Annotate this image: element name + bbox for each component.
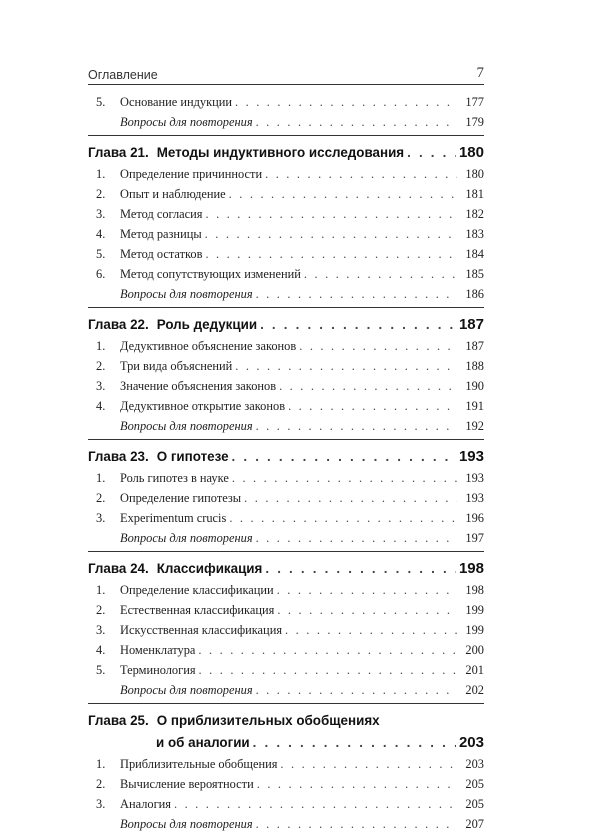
section-entry	[88, 264, 484, 284]
toc-block	[88, 307, 484, 436]
entry-page: 199	[465, 603, 484, 617]
chapter-page: 203	[458, 734, 484, 751]
entry-title: Определение причинности	[120, 167, 263, 181]
leader-dots	[229, 508, 457, 528]
leader-dots	[277, 580, 457, 600]
entry-page: 177	[465, 95, 484, 109]
section-number: 1.	[96, 339, 106, 353]
chapter-heading	[88, 710, 484, 754]
entry-page: 182	[465, 207, 484, 221]
entry-title: Определение гипотезы	[120, 491, 242, 505]
chapter-heading	[88, 558, 484, 580]
entry-page: 205	[465, 777, 484, 791]
chapter-heading	[88, 142, 484, 164]
section-entry	[88, 754, 484, 774]
entry-title: Вопросы для повторения	[120, 287, 253, 301]
entry-page: 198	[465, 583, 484, 597]
chapter-page: 193	[458, 448, 484, 465]
review-questions-entry	[88, 680, 484, 700]
chapter-label: Глава 24.	[88, 561, 149, 576]
section-entry	[88, 580, 484, 600]
section-number: 1.	[96, 583, 106, 597]
header-rule	[88, 84, 484, 85]
leader-dots	[256, 814, 457, 834]
chapter-title: О приблизительных обобщениях	[156, 713, 380, 728]
entry-page: 196	[465, 511, 484, 525]
section-number: 6.	[96, 267, 106, 281]
entry-page: 191	[465, 399, 484, 413]
section-entry	[88, 224, 484, 244]
chapter-page: 180	[458, 144, 484, 161]
section-entry	[88, 356, 484, 376]
chapter-title-row	[88, 446, 484, 468]
entry-title: Вопросы для повторения	[120, 683, 253, 697]
section-number: 3.	[96, 207, 106, 221]
section-entry	[88, 508, 484, 528]
leader-dots	[280, 754, 457, 774]
leader-dots	[277, 600, 457, 620]
entry-page: 180	[465, 167, 484, 181]
leader-dots	[174, 794, 457, 814]
section-number: 5.	[96, 247, 106, 261]
section-number: 1.	[96, 757, 106, 771]
entry-title: Метод сопутствующих изменений	[120, 267, 301, 281]
leader-dots	[407, 142, 456, 164]
entry-title: Вопросы для повторения	[120, 531, 253, 545]
entry-title: Приблизительные обобщения	[120, 757, 278, 771]
section-entry	[88, 336, 484, 356]
section-number: 1.	[96, 471, 106, 485]
section-number: 4.	[96, 643, 106, 657]
leader-dots	[299, 336, 457, 356]
entry-title: Номенклатура	[120, 643, 196, 657]
entry-page: 199	[465, 623, 484, 637]
section-entry	[88, 774, 484, 794]
chapter-label: Глава 23.	[88, 449, 149, 464]
toc-block	[88, 439, 484, 548]
chapter-heading	[88, 446, 484, 468]
chapter-page: 187	[458, 316, 484, 333]
entry-page: 207	[465, 817, 484, 831]
section-entry	[88, 468, 484, 488]
chapter-title-row	[88, 710, 484, 732]
leader-dots	[205, 244, 457, 264]
section-entry	[88, 794, 484, 814]
chapter-title-row	[88, 314, 484, 336]
section-number: 2.	[96, 359, 106, 373]
entry-page: 183	[465, 227, 484, 241]
leader-dots	[304, 264, 457, 284]
review-questions-entry	[88, 112, 484, 132]
section-number: 2.	[96, 187, 106, 201]
section-entry	[88, 620, 484, 640]
entry-page: 190	[465, 379, 484, 393]
entry-page: 184	[465, 247, 484, 261]
leader-dots	[265, 164, 457, 184]
entry-page: 187	[465, 339, 484, 353]
entry-title: Аналогия	[120, 797, 171, 811]
leader-dots	[256, 112, 457, 132]
leader-dots	[244, 488, 457, 508]
entry-title: Experimentum crucis	[120, 511, 227, 525]
section-number: 3.	[96, 797, 106, 811]
leader-dots	[253, 732, 456, 754]
section-entry	[88, 244, 484, 264]
entry-title: Основание индукции	[120, 95, 232, 109]
entry-page: 202	[465, 683, 484, 697]
page-number: 7	[476, 65, 484, 81]
chapter-title-cont: и об аналогии	[156, 735, 250, 750]
entry-title: Вопросы для повторения	[120, 817, 253, 831]
section-number: 5.	[96, 95, 106, 109]
entry-page: 205	[465, 797, 484, 811]
chapter-page: 198	[458, 560, 484, 577]
section-entry	[88, 640, 484, 660]
entry-page: 193	[465, 471, 484, 485]
chapter-label: Глава 22.	[88, 317, 149, 332]
entry-page: 203	[465, 757, 484, 771]
entry-title: Дедуктивное открытие законов	[120, 399, 286, 413]
leader-dots	[256, 416, 457, 436]
section-number: 1.	[96, 167, 106, 181]
chapter-title: Методы индуктивного исследования	[156, 145, 405, 160]
review-questions-entry	[88, 814, 484, 834]
entry-title: Значение объяснения законов	[120, 379, 277, 393]
section-entry	[88, 600, 484, 620]
entry-title: Дедуктивное объяснение законов	[120, 339, 297, 353]
review-questions-entry	[88, 416, 484, 436]
leader-dots	[235, 356, 457, 376]
section-entry	[88, 660, 484, 680]
leader-dots	[232, 468, 457, 488]
leader-dots	[229, 184, 457, 204]
section-entry	[88, 488, 484, 508]
toc-block	[88, 703, 484, 834]
section-number: 4.	[96, 227, 106, 241]
entry-title: Метод согласия	[120, 207, 203, 221]
section-entry	[88, 184, 484, 204]
toc-block	[88, 88, 484, 132]
chapter-title-row	[88, 558, 484, 580]
entry-page: 192	[465, 419, 484, 433]
chapter-title: О гипотезе	[156, 449, 229, 464]
section-entry	[88, 396, 484, 416]
entry-title: Терминология	[120, 663, 196, 677]
entry-page: 200	[465, 643, 484, 657]
section-number: 3.	[96, 623, 106, 637]
section-number: 3.	[96, 511, 106, 525]
entry-title: Искусственная классификация	[120, 623, 283, 637]
section-entry	[88, 204, 484, 224]
section-number: 2.	[96, 491, 106, 505]
entry-title: Естественная классификация	[120, 603, 275, 617]
entry-title: Метод остатков	[120, 247, 203, 261]
chapter-label: Глава 25.	[88, 713, 149, 728]
table-of-contents	[88, 88, 484, 834]
running-head-title: Оглавление	[88, 68, 158, 82]
leader-dots	[199, 660, 457, 680]
chapter-title-row	[88, 142, 484, 164]
entry-title: Три вида объяснений	[120, 359, 233, 373]
entry-page: 197	[465, 531, 484, 545]
section-number: 3.	[96, 379, 106, 393]
leader-dots	[256, 284, 457, 304]
leader-dots	[235, 92, 457, 112]
review-questions-entry	[88, 528, 484, 548]
section-entry	[88, 376, 484, 396]
section-number: 5.	[96, 663, 106, 677]
leader-dots	[279, 376, 457, 396]
leader-dots	[256, 528, 457, 548]
chapter-heading	[88, 314, 484, 336]
entry-page: 185	[465, 267, 484, 281]
entry-title: Вопросы для повторения	[120, 115, 253, 129]
toc-block	[88, 135, 484, 304]
chapter-title-row	[88, 732, 484, 754]
leader-dots	[285, 620, 457, 640]
entry-title: Вычисление вероятности	[120, 777, 254, 791]
leader-dots	[265, 558, 456, 580]
chapter-label: Глава 21.	[88, 145, 149, 160]
entry-title: Опыт и наблюдение	[120, 187, 226, 201]
leader-dots	[256, 680, 457, 700]
section-entry	[88, 92, 484, 112]
section-number: 2.	[96, 603, 106, 617]
entry-page: 188	[465, 359, 484, 373]
book-page	[88, 0, 484, 831]
chapter-title: Классификация	[156, 561, 263, 576]
entry-title: Определение классификации	[120, 583, 274, 597]
entry-page: 179	[465, 115, 484, 129]
entry-page: 181	[465, 187, 484, 201]
entry-title: Метод разницы	[120, 227, 202, 241]
entry-title: Вопросы для повторения	[120, 419, 253, 433]
leader-dots	[232, 446, 456, 468]
leader-dots	[288, 396, 457, 416]
toc-block	[88, 551, 484, 700]
section-number: 2.	[96, 777, 106, 791]
chapter-title: Роль дедукции	[156, 317, 258, 332]
leader-dots	[260, 314, 456, 336]
leader-dots	[257, 774, 457, 794]
entry-page: 201	[465, 663, 484, 677]
leader-dots	[205, 224, 457, 244]
entry-title: Роль гипотез в науке	[120, 471, 229, 485]
entry-page: 186	[465, 287, 484, 301]
review-questions-entry	[88, 284, 484, 304]
section-number: 4.	[96, 399, 106, 413]
section-entry	[88, 164, 484, 184]
leader-dots	[206, 204, 457, 224]
entry-page: 193	[465, 491, 484, 505]
running-head	[88, 62, 484, 82]
leader-dots	[198, 640, 457, 660]
